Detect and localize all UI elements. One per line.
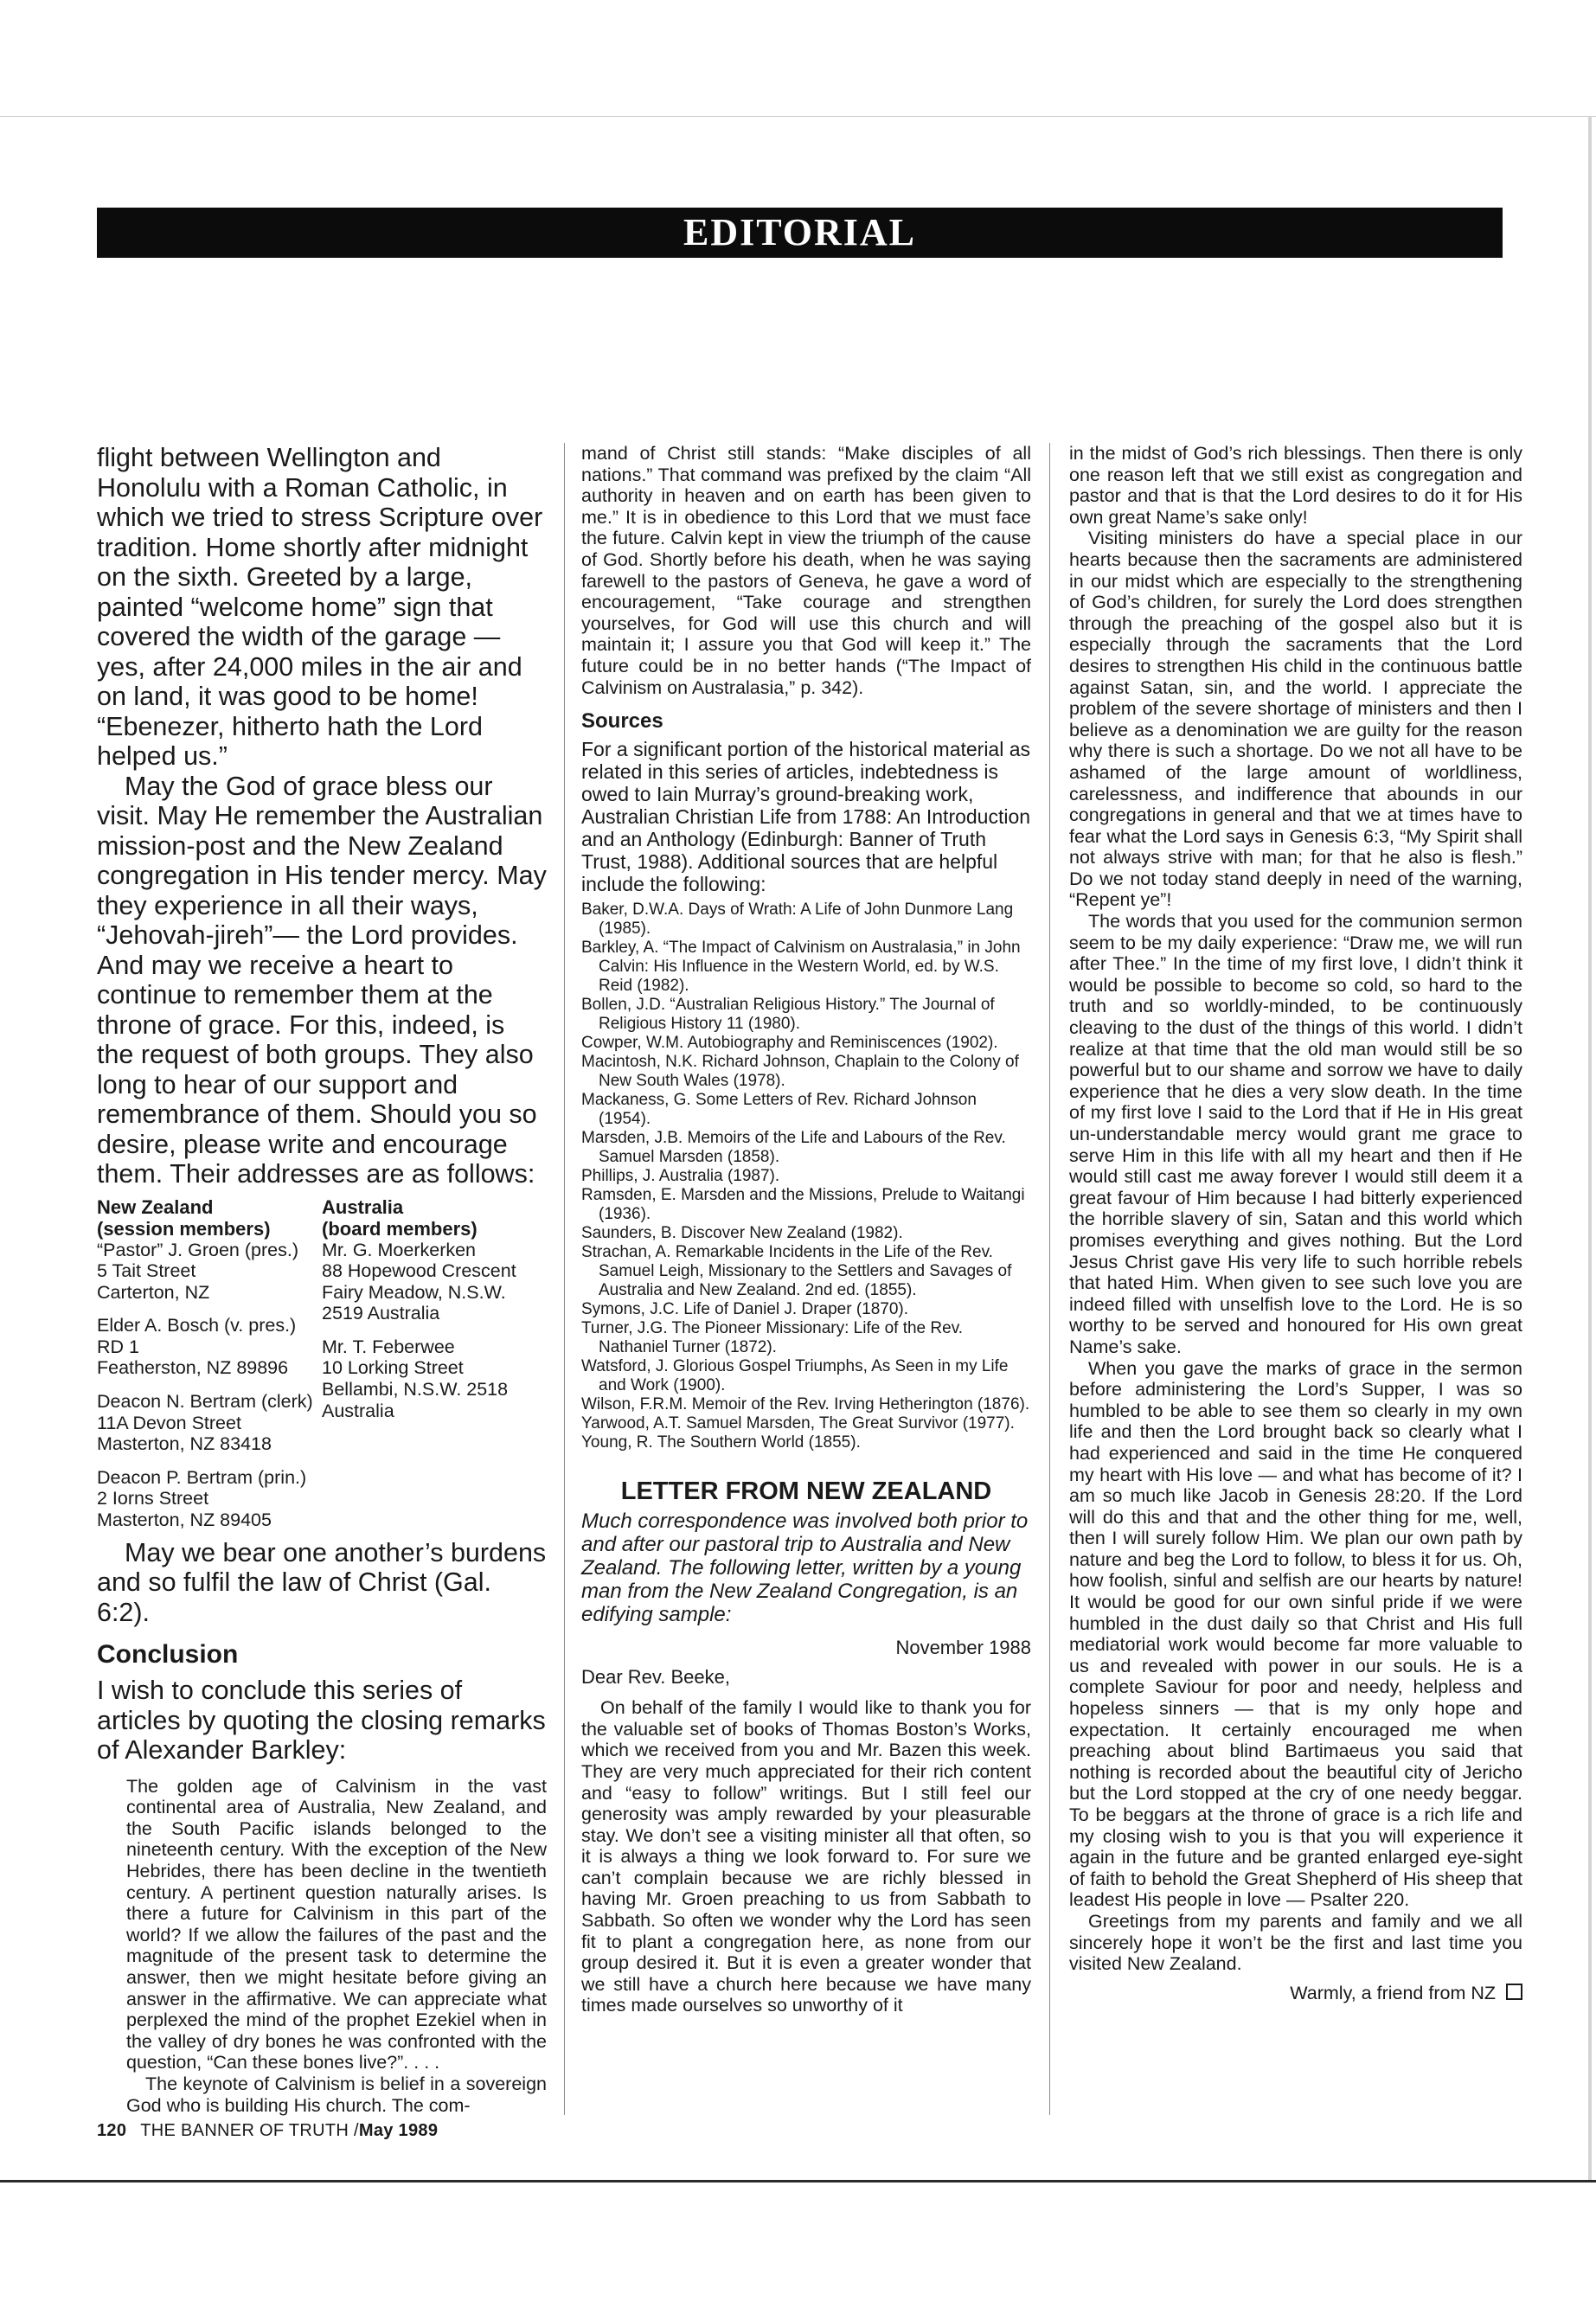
reference-item: Symons, J.C. Life of Daniel J. Draper (1870). <box>581 1300 909 1319</box>
paragraph: mand of Christ still stands: “Make disciples of all nations.” That command was prefixed by the claim “All authority in heaven and on earth has been given to me.” It is in obedience to this Lord that we must face the future. Calvin kept in view the triumph of the cause of God. Shortly before his death, when he was saying farewell to the pastors of Geneva, he gave a word of encouragement, “Take courage and strengthen yourselves, for God will use this church and will maintain it; I assure you that God will keep it.” The future could be in no better hands (“The Impact of Calvinism on Australasia,” p. 342). <box>581 443 1031 698</box>
salutation: Dear Rev. Beeke, <box>581 1666 731 1689</box>
signoff-text: Warmly, a friend from NZ <box>1290 1982 1496 2003</box>
address-line: 5 Tait Street <box>97 1260 196 1282</box>
page-footer <box>97 2119 438 2142</box>
column-1 <box>97 443 547 2116</box>
paragraph: May the God of grace bless our visit. May He remember the Australian mission-post and the New Zealand congregation in His tender mercy. May they experience in all their ways, “Jehovah-jireh”— the Lord provides. And may we receive a heart to continue to remember them at the throne of grace. For this, indeed, is the request of both groups. They also long to hear of our support and remembrance of them. Should you so desire, please write and encourage them. Their addresses are as follows: <box>97 771 547 1189</box>
address-line: 11A Devon Street <box>97 1412 241 1433</box>
reference-item: Turner, J.G. The Pioneer Missionary: Life of the Rev. Nathaniel Turner (1872). <box>581 1319 964 1357</box>
address-line: Mr. T. Feberwee <box>322 1336 455 1357</box>
section-banner: EDITORIAL <box>97 208 1503 258</box>
address-line: RD 1 <box>97 1336 139 1357</box>
address-line: 2519 Australia <box>322 1303 440 1324</box>
address-line: 88 Hopewood Crescent <box>322 1260 516 1282</box>
reference-item: Marsden, J.B. Memoirs of the Life and Labours of the Rev. Samuel Marsden (1858). <box>581 1129 1006 1167</box>
issue-date: May 1989 <box>358 2121 439 2140</box>
letter-date: November 1988 <box>895 1637 1031 1659</box>
paragraph: flight between Wellington and Honolulu with a Roman Catholic, in which we tried to stress Scripture over tradition. Home shortly after midnight on the sixth. Greeted by a large, painted “welcome home” sign that covered the width of the garage — yes, after 24,000 miles in the air and on land, it was good to be home! “Ebenezer, hitherto hath the Lord helped us.” <box>97 443 543 771</box>
paragraph: I wish to conclude this series of articles by quoting the closing remarks of Alexander Barkley: <box>97 1676 546 1766</box>
letter-title: LETTER FROM NEW ZEALAND <box>620 1477 992 1506</box>
reference-item: Yarwood, A.T. Samuel Marsden, The Great Survivor (1977). <box>581 1414 1015 1433</box>
column-3 <box>1069 443 1522 2004</box>
paragraph: Visiting ministers do have a special place in our hearts because then the sacraments are administered in our midst which are especially to the strengthening of God’s children, for surely the Lord does strengthen through the preaching of the gospel also but it is especially through the sacraments that the Lord desires to strengthen His child in the continuous battle against Satan, sin, and the world. I appreciate the problem of the severe shortage of ministers and then I believe as a denomination we are guilty for the reason why there is such a shortage. Do we not all have to be ashamed of the large amount of worldliness, carelessness, and indifference that abounds in our congregations in general and that we at times have to fear what the Lord says in Genesis 6:3, “My Spirit shall not always strive with man; for that he also is flesh.” Do we not today stand deeply in need of the warning, “Repent ye”! <box>1069 528 1522 911</box>
paragraph: May we bear one another’s burdens and so fulfil the law of Christ (Gal. 6:2). <box>97 1537 547 1627</box>
quote-paragraph: The keynote of Calvinism is belief in a sovereign God who is building His church. The com- <box>126 2073 547 2116</box>
section-heading: Conclusion <box>97 1640 239 1670</box>
publication-name: THE BANNER OF TRUTH / <box>140 2121 359 2140</box>
address-list <box>97 1196 547 1531</box>
address-subheading: (board members) <box>322 1217 478 1240</box>
reference-item: Barkley, A. “The Impact of Calvinism on Australasia,” in John Calvin: His Influence in the Western World, ed. by W.S. Reid (1982). <box>581 939 1021 996</box>
section-heading: Sources <box>581 709 663 734</box>
column-divider <box>1049 443 1050 2115</box>
address-line: Mr. G. Moerkerken <box>322 1239 477 1260</box>
address-line: Fairy Meadow, N.S.W. <box>322 1281 506 1303</box>
paragraph: When you gave the marks of grace in the sermon before administering the Lord’s Supper, I was so humbled to be able to see them so clearly in my own life and then the Lord brought back so clearly what I had experienced and said in the time He conquered my heart with His love — and what has become of it? I am so much like Jacob in Genesis 28:20. If the Lord will do this and that and the other thing for me, well, then I will surely follow Him. We plan our own path by nature and beg the Lord to follow, to bless it for us. Oh, how foolish, sinful and selfish are our hearts by nature! It would be good for our own sinful pride if we were humbled in the dust daily so that Christ and His full mediatorial work would become far more valuable to us and revealed with power in our souls. He is a complete Saviour for poor and needy, helpless and hopeless sinners — that is my only hope and expectation. It certainly encouraged me when preaching about blind Bartimaeus you said that nothing is recorded about the beautiful city of Jericho but the Lord stopped at the cry of one needy beggar. To be beggars at the throne of grace is a rich life and my closing wish to you is that you will experience it again in the future and be granted enlarged eye-sight of faith to behold the Great Shepherd of His sheep that leadest His people in love — Psalter 220. <box>1069 1357 1522 1911</box>
address-line: 10 Lorking Street <box>322 1357 464 1379</box>
address-line: Masterton, NZ 89405 <box>97 1509 272 1531</box>
address-line: Masterton, NZ 83418 <box>97 1433 272 1455</box>
reference-item: Watsford, J. Glorious Gospel Triumphs, As Seen in my Life and Work (1900). <box>581 1357 1009 1395</box>
signoff <box>1069 1982 1522 2004</box>
address-column-au <box>322 1196 547 1531</box>
reference-item: Bollen, J.D. “Australian Religious History.” The Journal of Religious History 11 (1980). <box>581 996 995 1034</box>
address-line: Deacon P. Bertram (prin.) <box>97 1466 307 1488</box>
block-quote <box>126 1776 547 2117</box>
quote-paragraph: The golden age of Calvinism in the vast continental area of Australia, New Zealand, and the South Pacific islands belonged to the nineteenth century. With the exception of the New Hebrides, there has been decline in the twentieth century. A pertinent question naturally arises. Is there a future for Calvinism in this part of the world? If we allow the failures of the past and the magnitude of the present task to determine the answer, then we might hesitate before giving an answer in the affirmative. We can appreciate what perplexed the mind of the prophet Ezekiel when in the valley of dry bones he was confronted with the question, “Can these bones live?”. . . . <box>126 1775 547 2073</box>
reference-item: Saunders, B. Discover New Zealand (1982). <box>581 1224 903 1243</box>
address-subheading: (session members) <box>97 1217 271 1240</box>
address-line: Carterton, NZ <box>97 1281 210 1303</box>
column-2 <box>581 443 1031 2016</box>
address-heading: Australia <box>322 1195 404 1218</box>
address-line: Elder A. Bosch (v. pres.) <box>97 1315 297 1336</box>
reference-item: Phillips, J. Australia (1987). <box>581 1167 780 1186</box>
page-number: 120 <box>97 2121 127 2140</box>
reference-item: Cowper, W.M. Autobiography and Reminiscences (1902). <box>581 1034 998 1053</box>
reference-item: Young, R. The Southern World (1855). <box>581 1433 861 1452</box>
reference-item: Strachan, A. Remarkable Incidents in the Life of the Rev. Samuel Leigh, Missionary to the Settlers and Savages of Australia and New Zealand. 2nd ed. (1855). <box>581 1243 1012 1300</box>
address-line: Bellambi, N.S.W. 2518 <box>322 1379 509 1400</box>
scan-edge <box>1588 116 1592 2180</box>
end-mark-icon <box>1506 1984 1522 2000</box>
letter-intro: Much correspondence was involved both prior to and after our pastoral trip to Australia and New Zealand. The following letter, written by a young man from the New Zealand Congregation, is an edifying sample: <box>581 1509 1029 1627</box>
paragraph: Greetings from my parents and family and we all sincerely hope it won’t be the first and last time you visited New Zealand. <box>1069 1910 1522 1975</box>
reference-item: Ramsden, E. Marsden and the Missions, Prelude to Waitangi (1936). <box>581 1186 1025 1224</box>
reference-item: Wilson, F.R.M. Memoir of the Rev. Irving Hetherington (1876). <box>581 1395 1030 1414</box>
paragraph: The words that you used for the communion sermon seem to be my daily experience: “Draw me, we will run after Thee.” In the time of my first love, I didn’t think it would be possible to become so cold, so hard to the truth and so worldly-minded, to be continuously cleaving to the dust of the things of this world. I didn’t realize at that time that the old man would still be so powerful but to our shame and sorrow we have to daily experience that he dies a very slow death. In the time of my first love I said to the Lord that if He in His great un-understandable mercy would grant me grace to serve Him in this life with all my heart and then if He would still cast me away forever I would still deem it a great favour of Him because I had bitterly experienced the horrible slavery of sin, Satan and this world which promises everything and gives nothing. But the Lord Jesus Christ gave His very life to such horrible rebels that hated Him. When given to see such love you are indeed filled with unselfish love to the Lord. He is so worthy to be served and honoured for His own great Name’s sake. <box>1069 911 1522 1357</box>
reference-list <box>581 901 1031 1452</box>
address-line: Featherston, NZ 89896 <box>97 1357 289 1379</box>
reference-item: Baker, D.W.A. Days of Wrath: A Life of John Dunmore Lang (1985). <box>581 901 1014 939</box>
column-divider <box>564 443 565 2115</box>
paragraph: For a significant portion of the historical material as related in this series of articles, indebtedness is owed to Iain Murray’s ground-breaking work, Australian Christian Life from 1788: An Introduction and an Anthology (Edinburgh: Banner of Truth Trust, 1988). Additional sources that are helpful include the following: <box>581 738 1031 896</box>
address-heading: New Zealand <box>97 1195 214 1218</box>
address-line: “Pastor” J. Groen (pres.) <box>97 1239 298 1260</box>
address-line: Deacon N. Bertram (clerk) <box>97 1391 313 1413</box>
paragraph: in the midst of God’s rich blessings. Then there is only one reason left that we still exist as congregation and pastor and that is that the Lord desires to do it for His own great Name’s sake only! <box>1069 443 1522 528</box>
reference-item: Mackaness, G. Some Letters of Rev. Richard Johnson (1954). <box>581 1091 977 1129</box>
paragraph: On behalf of the family I would like to thank you for the valuable set of books of Thomas Boston’s Works, which we received from you and Mr. Bazen this week. They are very much appreciated for their rich content and “easy to follow” writings. But I still feel our generosity was amply rewarded by your pleasurable stay. We don’t see a visiting minister all that often, so it is always a thing we look forward to. For sure we can’t complain because we are richly blessed in having Mr. Groen preaching to us from Sabbath to Sabbath. So often we wonder why the Lord has seen fit to plant a congregation here, as none from our group desired it. But it is even a greater wonder that we still have a church here because we have many times made ourselves so unworthy of it <box>581 1697 1031 2016</box>
bottom-rule <box>0 2180 1596 2182</box>
address-line: Australia <box>322 1400 394 1421</box>
address-column-nz <box>97 1196 322 1531</box>
top-rule <box>0 116 1596 117</box>
address-line: 2 Iorns Street <box>97 1488 209 1509</box>
reference-item: Macintosh, N.K. Richard Johnson, Chaplain to the Colony of New South Wales (1978). <box>581 1053 1019 1091</box>
